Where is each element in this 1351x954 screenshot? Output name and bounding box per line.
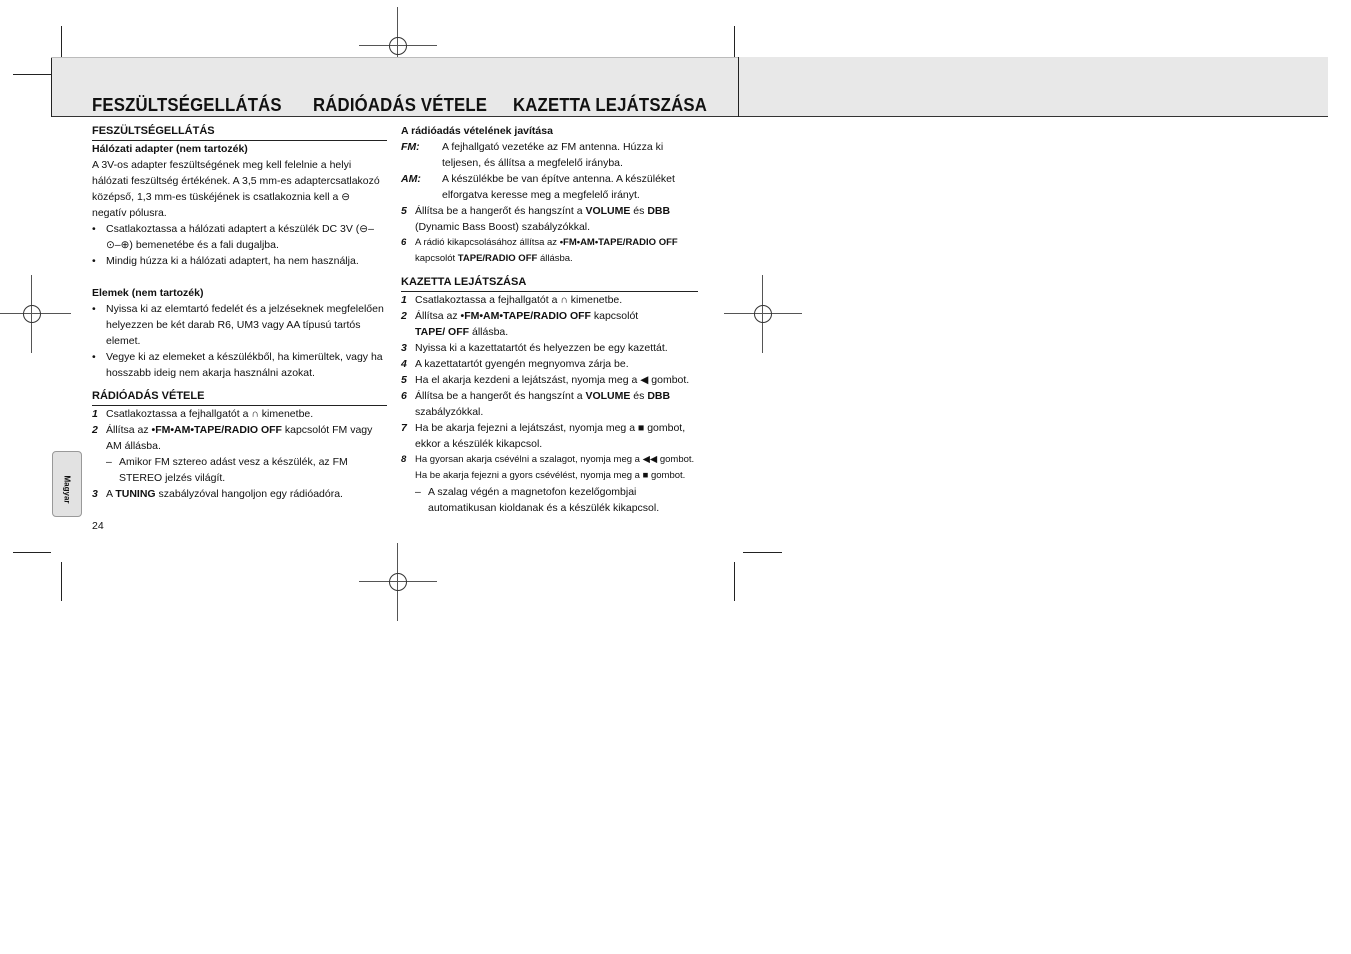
- header-divider: [51, 57, 52, 117]
- step-item: 8 Ha gyorsan akarja csévélni a szalagot, nyomja meg a ◀◀ gombot. Ha be akarja fejezni a gyors csévélést, nyomja meg a ■ gombot.: [401, 454, 695, 481]
- left-column: [92, 123, 387, 502]
- step-item: 1 Csatlakoztassa a fejhallgatót a ∩ kimenetbe.: [401, 294, 623, 306]
- step-item: 6 Állítsa be a hangerőt és hangszínt a VOLUME és DBB szabályzókkal.: [401, 390, 671, 418]
- page-title-power: FESZÜLTSÉGELLÁTÁS: [92, 95, 282, 115]
- page-title-cassette: KAZETTA LEJÁTSZÁSA: [513, 95, 708, 115]
- step-item: 3 Nyissa ki a kazettatartót és helyezzen be egy kazettát.: [401, 342, 668, 354]
- subheading: Hálózati adapter (nem tartozék): [92, 143, 248, 155]
- step-item: 3 A TUNING szabályzóval hangoljon egy rádióadóra.: [92, 488, 343, 500]
- crop-mark: [61, 562, 62, 601]
- step-item: 7 Ha be akarja fejezni a lejátszást, nyomja meg a ■ gombot, ekkor a készülék kikapcsol.: [401, 422, 686, 450]
- step-item: 2 Állítsa az •FM•AM•TAPE/RADIO OFF kapcsolót FM vagy AM állásba.: [92, 424, 373, 452]
- page-title-radio: RÁDIÓADÁS VÉTELE: [313, 95, 488, 115]
- dash-item: – A szalag végén a magnetofon kezelőgombjai automatikusan kioldanak és a készülék kikapcsol.: [415, 486, 660, 514]
- step-item: 2 Állítsa az •FM•AM•TAPE/RADIO OFF kapcsolót TAPE/ OFF állásba.: [401, 310, 639, 338]
- step-item: 4 A kazettatartót gyengén megnyomva zárja be.: [401, 358, 629, 370]
- right-column: [401, 123, 698, 516]
- dash-item: – Amikor FM sztereo adást vesz a készülék, az FM STEREO jelzés világít.: [106, 456, 348, 484]
- list-item: • Vegye ki az elemeket a készülékből, ha kimerültek, vagy ha hosszabb ideig nem akarja használni azokat.: [92, 351, 383, 379]
- crop-mark: [743, 552, 782, 553]
- header-divider: [738, 57, 739, 117]
- step-item: 1 Csatlakoztassa a fejhallgatót a ∩ kimenetbe.: [92, 408, 314, 420]
- subheading: Elemek (nem tartozék): [92, 287, 204, 299]
- registration-mark: [359, 543, 437, 621]
- section-heading: KAZETTA LEJÁTSZÁSA: [401, 274, 698, 292]
- antenna-am: AM: A készülékbe be van építve antenna. A készüléket elforgatva keresse meg a megfelelő irányt.: [401, 173, 675, 201]
- paragraph: A 3V-os adapter feszültségének meg kell felelnie a helyi hálózati feszültség értékének. A 3,5 mm-es adaptercsatlakozó középső, 1,3 mm-es tüskéjének is csatlakoznia kell a ⊖ negatív pólusra.: [92, 159, 380, 219]
- crop-mark: [734, 562, 735, 601]
- list-item: • Mindig húzza ki a hálózati adaptert, ha nem használja.: [92, 255, 359, 267]
- step-item: 6 A rádió kikapcsolásához állítsa az •FM•AM•TAPE/RADIO OFF kapcsolót TAPE/RADIO OFF állásba.: [401, 237, 678, 264]
- registration-mark: [0, 275, 71, 353]
- crop-mark: [13, 552, 51, 553]
- crop-mark: [13, 74, 51, 75]
- antenna-fm: FM: A fejhallgató vezetéke az FM antenna. Húzza ki teljesen, és állítsa a megfelelő irányba.: [401, 141, 664, 169]
- registration-mark: [724, 275, 802, 353]
- header-rule: [51, 116, 1328, 117]
- step-item: 5 Ha el akarja kezdeni a lejátszást, nyomja meg a ◀ gombot.: [401, 374, 690, 386]
- page-number: 24: [92, 520, 104, 532]
- header-top-rule: [51, 57, 738, 58]
- list-item: • Csatlakoztassa a hálózati adaptert a készülék DC 3V (⊖–⊙–⊕) bemenetébe és a fali dugaljba.: [92, 223, 374, 251]
- section-heading: FESZÜLTSÉGELLÁTÁS: [92, 123, 387, 141]
- list-item: • Nyissa ki az elemtartó fedelét és a jelzéseknek megfelelően helyezzen be két darab R6, UM3 vagy AA típusú tartós elemet.: [92, 303, 384, 347]
- section-heading: RÁDIÓADÁS VÉTELE: [92, 388, 387, 406]
- step-item: 5 Állítsa be a hangerőt és hangszínt a VOLUME és DBB (Dynamic Bass Boost) szabályzókkal.: [401, 205, 671, 233]
- subheading: A rádióadás vételének javítása: [401, 125, 553, 137]
- language-tab: Magyar: [52, 451, 82, 517]
- header-band-right: [739, 57, 1328, 117]
